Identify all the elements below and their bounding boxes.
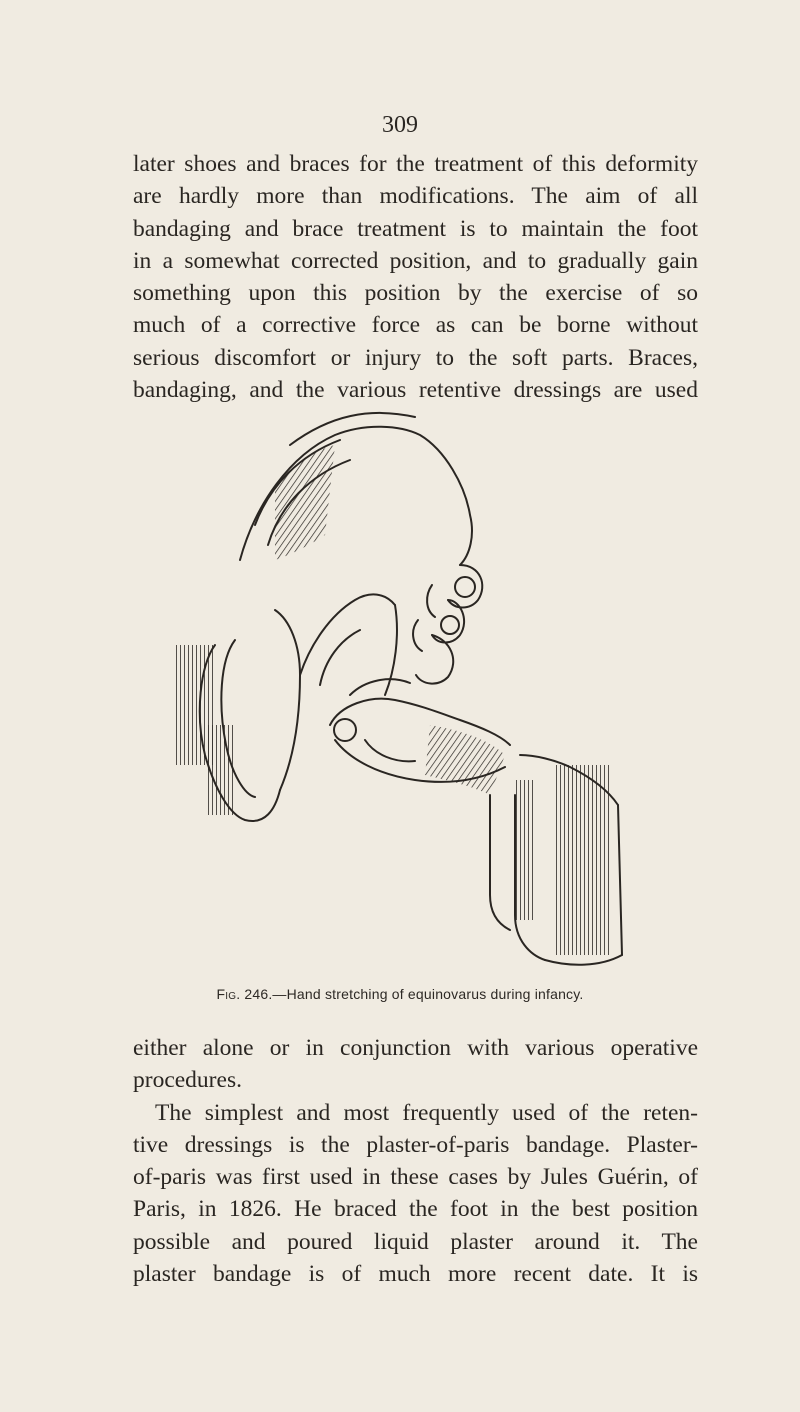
text-line: later shoes and braces for the treatment of this deformity	[133, 151, 698, 177]
paragraph-bottom	[133, 1032, 698, 1290]
hand-stretching-foot-illustration	[160, 395, 640, 980]
figure-caption-text: —Hand stretching of equinovarus during infancy.	[272, 986, 584, 1002]
text-line: much of a corrective force as can be borne without	[133, 312, 698, 339]
figure-hand-stretching	[160, 395, 640, 980]
text-line: The simplest and most frequently used of the reten-	[155, 1099, 698, 1126]
figure-caption	[0, 986, 800, 1002]
text-line: bandaging, and the various retentive dressings are used	[133, 377, 698, 404]
text-line: something upon this position by the exercise of so	[133, 280, 698, 307]
figure-label: Fig. 246.	[216, 986, 273, 1002]
paragraph-top	[133, 148, 698, 406]
text-line: in a somewhat corrected position, and to gradually gain	[133, 247, 698, 274]
text-line: tive dressings is the plaster-of-paris bandage. Plaster-	[133, 1131, 698, 1158]
text-line: plaster bandage is of much more recent date. It is	[133, 1261, 698, 1288]
text-line: procedures.	[133, 1067, 242, 1094]
text-line: of-paris was first used in these cases by Jules Guérin, of	[133, 1164, 698, 1191]
text-line: either alone or in conjunction with various operative	[133, 1035, 698, 1061]
text-line: possible and poured liquid plaster around it. The	[133, 1228, 698, 1255]
page-number: 309	[382, 112, 418, 138]
text-line: are hardly more than modifications. The aim of all	[133, 183, 698, 210]
text-line: bandaging and brace treatment is to maintain the foot	[133, 215, 698, 242]
text-line: serious discomfort or injury to the soft parts. Braces,	[133, 344, 698, 371]
text-line: Paris, in 1826. He braced the foot in the best position	[133, 1196, 698, 1223]
